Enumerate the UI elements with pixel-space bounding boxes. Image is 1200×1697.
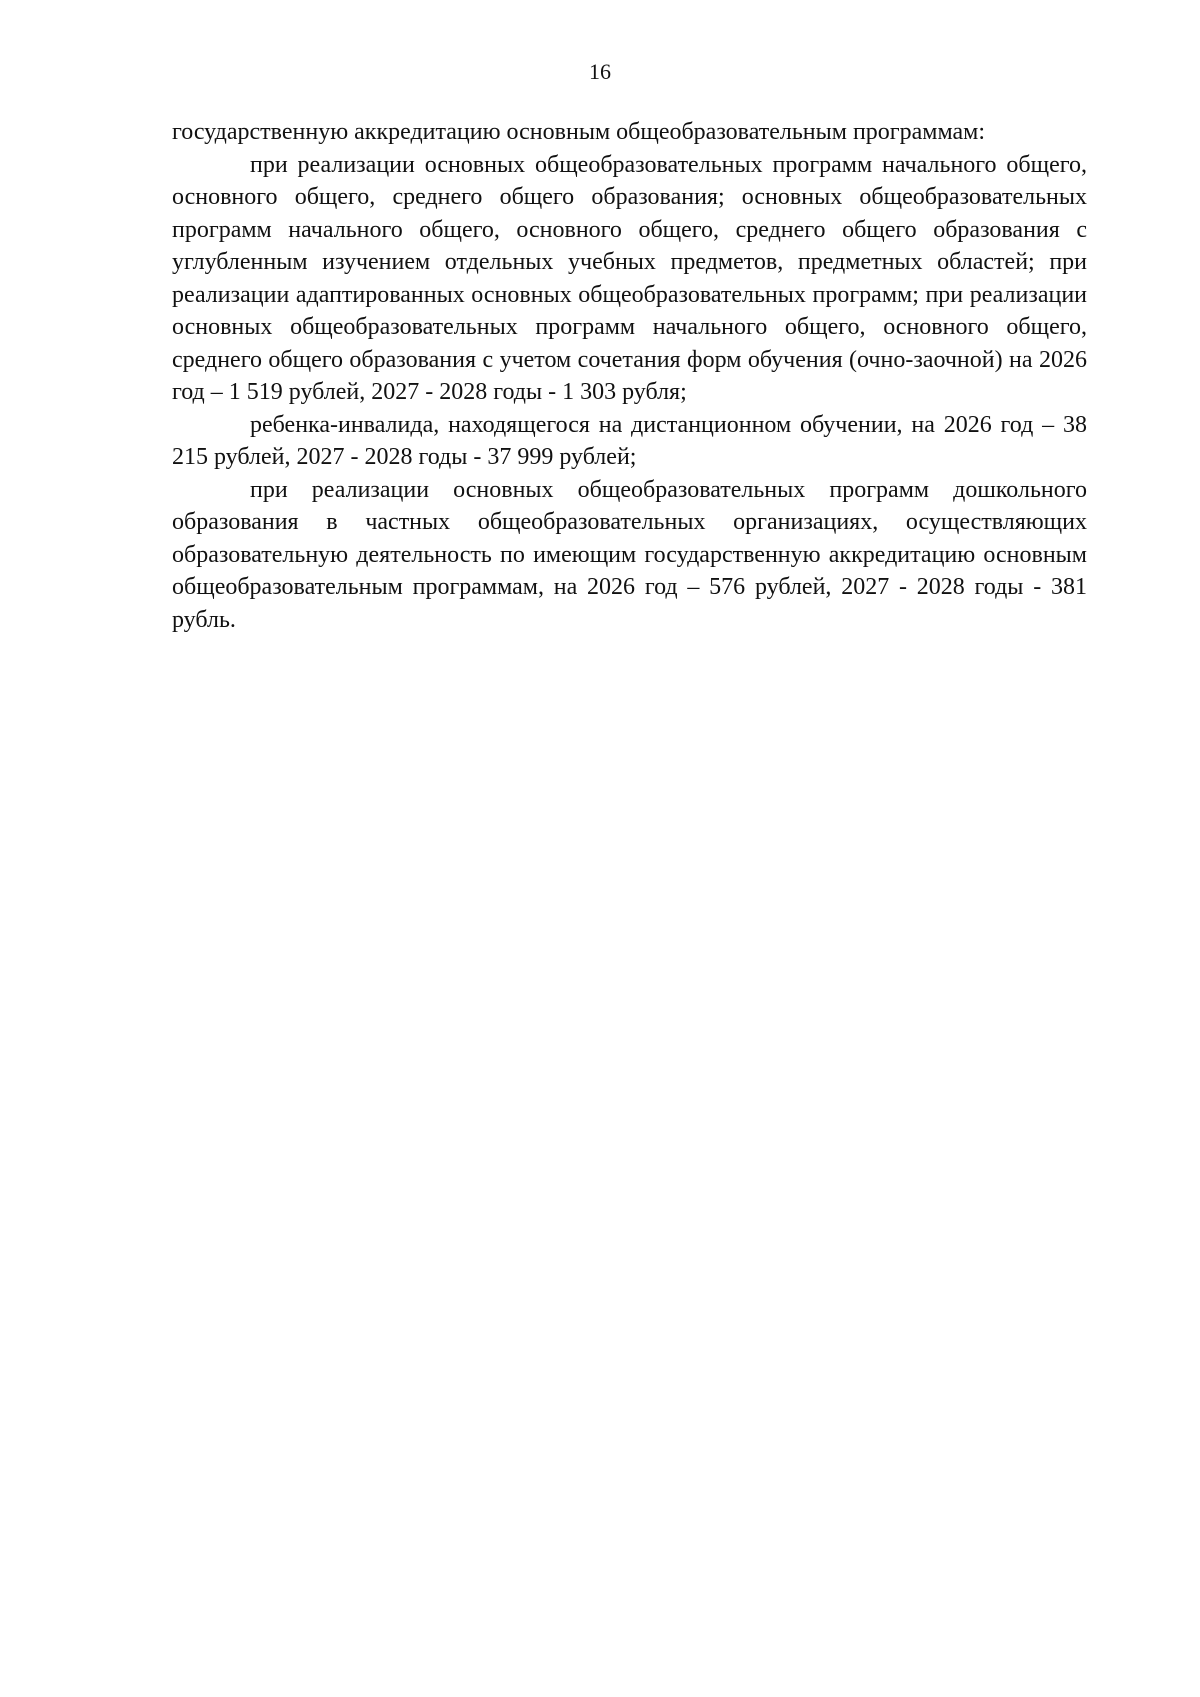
document-body bbox=[172, 116, 1087, 636]
paragraph-preschool-private-organizations: при реализации основных общеобразовательных программ дошкольного образования в частных общеобразовательных организациях, осуществляющих образовательную деятельность по имеющим государственную аккредитацию основным общеобразовательным программам, на 2026 год – 576 рублей, 2027 - 2028 годы - 381 рубль. bbox=[172, 476, 1087, 633]
paragraph-general-education-rates: при реализации основных общеобразовательных программ начального общего, основного общего, среднего общего образования; основных общеобразовательных программ начального общего, основного общего, среднего общего образования с углубленным изучением отдельных учебных предметов, предметных областей; при реализации адаптированных основных общеобразовательных программ; при реализации основных общеобразовательных программ начального общего, основного общего, среднего общего образования с учетом сочетания форм обучения (очно-заочной) на 2026 год – 1 519 рублей, 2027 - 2028 годы - 1 303 рубля; bbox=[172, 151, 1087, 405]
page-number: 16 bbox=[589, 59, 611, 84]
paragraph-disabled-child-remote-learning: ребенка-инвалида, находящегося на дистанционном обучении, на 2026 год – 38 215 рублей, 2027 - 2028 годы - 37 999 рублей; bbox=[172, 411, 1087, 470]
paragraph-continuation: государственную аккредитацию основным общеобразовательным программам: bbox=[172, 119, 985, 145]
